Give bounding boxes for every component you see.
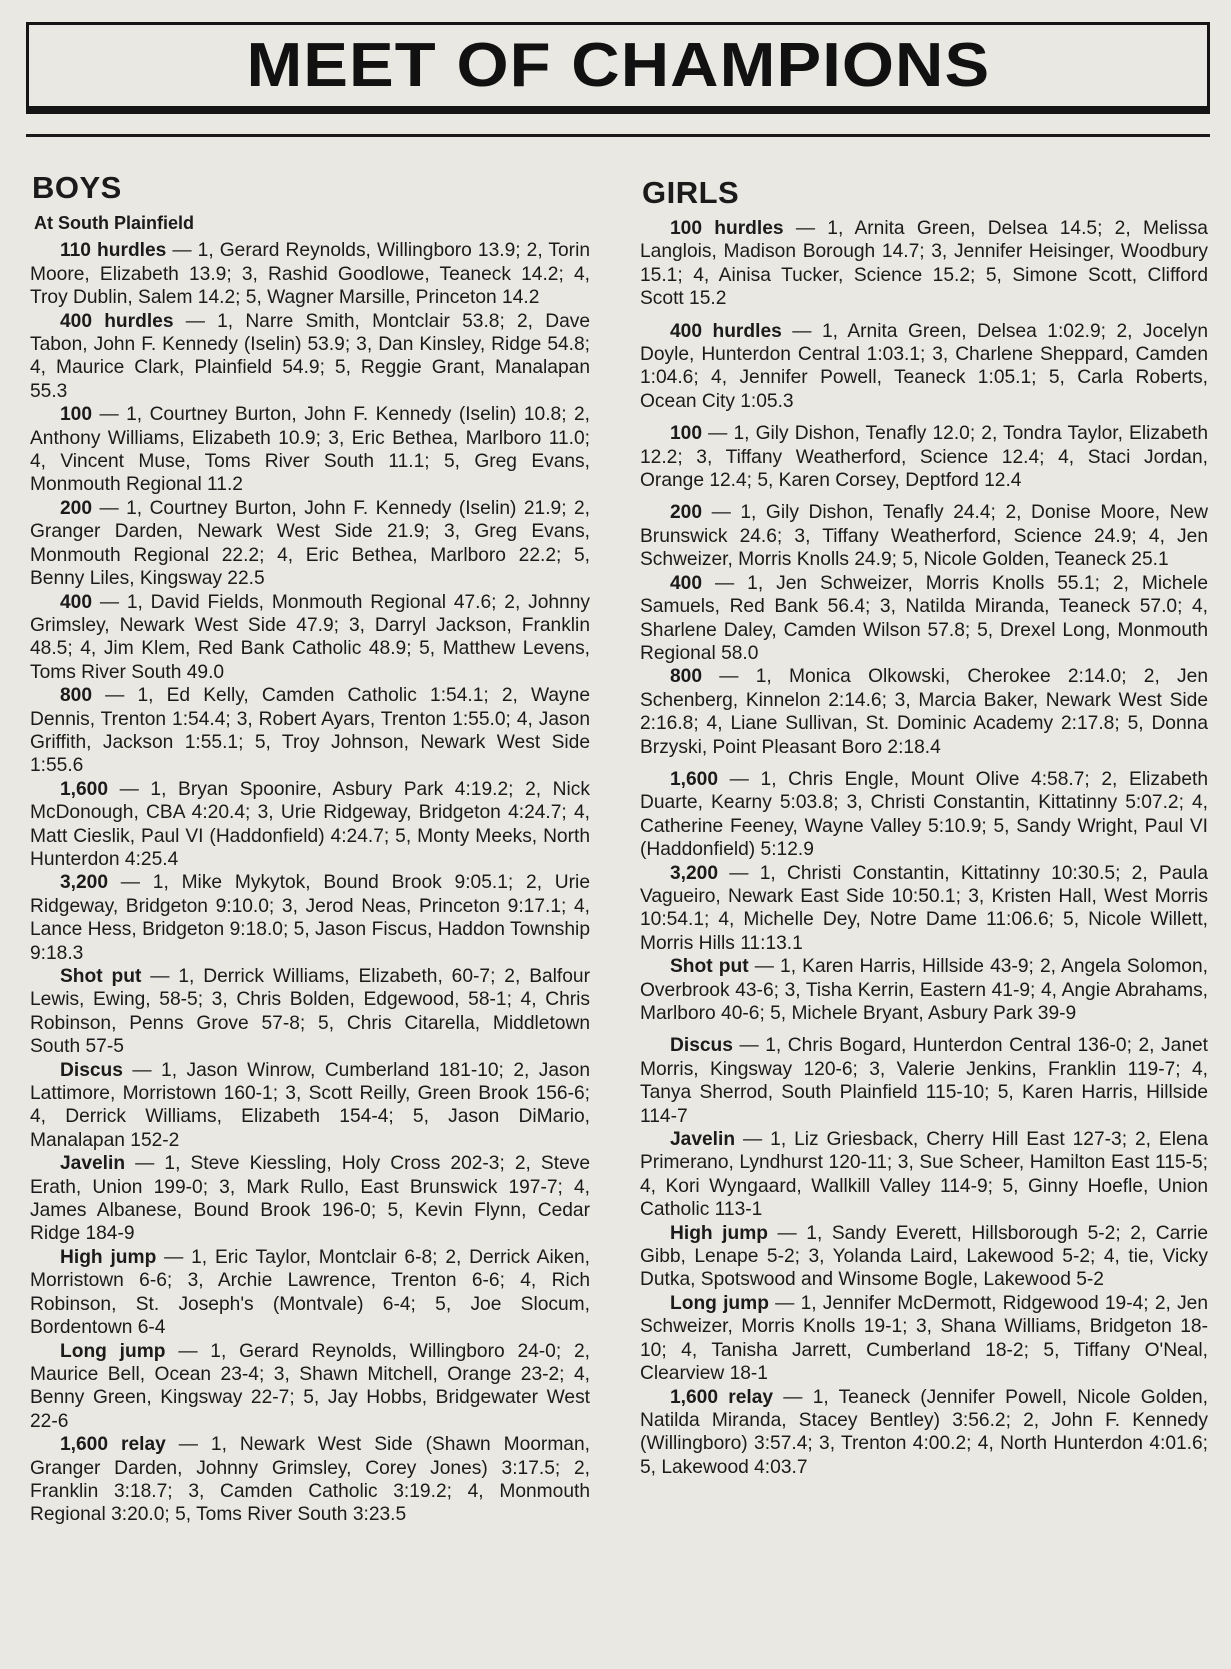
event-results-text: — 1, Chris Bogard, Hunterdon Central 136-0; 2, Janet Morris, Kingsway 120-6; 3, Valerie Jenkins, Franklin 119-7; 4, Tanya Sherrod, South Plainfield 115-10; 5, Karen Harris, Hillside 114-7: [640, 1035, 1208, 1127]
event-results-text: — 1, Chris Engle, Mount Olive 4:58.7; 2, Elizabeth Duarte, Kearny 5:03.8; 3, Christi Constantin, Kittatinny 5:07.2; 4, Catherine Feeney, Wayne Valley 5:10.9; 5, Sandy Wright, Paul VI (Haddonfield) 5:12.9: [640, 768, 1208, 861]
event-name: 3,200: [60, 872, 109, 894]
boys-event-result: [30, 403, 590, 497]
girls-event-result: [640, 768, 1208, 862]
girls-event-result: [640, 1292, 1208, 1386]
boys-event-result: [30, 1059, 590, 1153]
event-name: 100: [670, 423, 703, 445]
event-results-text: — 1, David Fields, Monmouth Regional 47.6; 2, Johnny Grimsley, Newark West Side 47.9; 3, Darryl Jackson, Franklin 48.5; 4, Jim Klem, Red Bank Catholic 48.9; 5, Matthew Levens, Toms River South 49.0: [30, 591, 590, 683]
girls-event-result: [640, 665, 1208, 759]
girls-title: GIRLS: [642, 175, 740, 210]
event-results-text: — 1, Jen Schweizer, Morris Knolls 55.1; 2, Michele Samuels, Red Bank 56.4; 3, Natilda Miranda, Teaneck 57.0; 4, Sharlene Daley, Camden Wilson 57.8; 5, Drexel Long, Monmouth Regional 58.0: [640, 572, 1208, 664]
girls-event-result: [640, 862, 1208, 956]
event-results-text: — 1, Monica Olkowski, Cherokee 2:14.0; 2, Jen Schenberg, Kinnelon 2:14.6; 3, Marcia Baker, Newark West Side 2:16.8; 4, Liane Sullivan, St. Dominic Academy 2:17.8; 5, Donna Brzyski, Point Pleasant Boro 2:18.4: [640, 666, 1208, 758]
girls-event-result: [640, 1386, 1208, 1480]
boys-title: BOYS: [32, 170, 122, 205]
event-results-text: — 1, Courtney Burton, John F. Kennedy (Iselin) 21.9; 2, Granger Darden, Newark West Side 21.9; 3, Greg Evans, Monmouth Regional 22.2; 4, Eric Bethea, Marlboro 22.2; 5, Benny Liles, Kingsway 22.5: [30, 497, 590, 590]
boys-event-result: [30, 965, 590, 1059]
event-results-text: — 1, Sandy Everett, Hillsborough 5-2; 2, Carrie Gibb, Lenape 5-2; 3, Yolanda Laird, Lakewood 5-2; 4, tie, Vicky Dutka, Spotswood and Winsome Bogle, Lakewood 5-2: [640, 1222, 1209, 1291]
boys-event-result: [30, 497, 590, 591]
event-name: 1,600 relay: [670, 1386, 774, 1408]
event-name: 1,600 relay: [60, 1434, 166, 1456]
girls-event-result: [640, 572, 1208, 666]
event-name: Long jump: [670, 1292, 769, 1314]
event-results-text: — 1, Narre Smith, Montclair 53.8; 2, Dave Tabon, John F. Kennedy (Iselin) 53.9; 3, Dan Kinsley, Ridge 54.8; 4, Maurice Clark, Plainfield 54.9; 5, Reggie Grant, Manalapan 55.3: [30, 310, 591, 402]
event-results-text: — 1, Newark West Side (Shawn Moorman, Granger Darden, Johnny Grimsley, Corey Jones) 3:17.5; 2, Franklin 3:18.7; 3, Camden Catholic 3:19.2; 4, Monmouth Regional 3:20.0; 5, Toms River South 3:23.5: [30, 1434, 590, 1526]
event-results-text: — 1, Jennifer McDermott, Ridgewood 19-4; 2, Jen Schweizer, Morris Knolls 19-1; 3, Shana Williams, Bridgeton 18-10; 4, Tanisha Jarrett, Cumberland 18-2; 5, Tiffany O'Neal, Clearview 18-1: [640, 1292, 1209, 1385]
event-results-text: — 1, Karen Harris, Hillside 43-9; 2, Angela Solomon, Overbrook 43-6; 3, Tisha Kerrin, Eastern 41-9; 4, Angie Abrahams, Marlboro 40-6; 5, Michele Bryant, Asbury Park 39-9: [640, 956, 1208, 1024]
girls-event-result: [640, 320, 1208, 414]
girls-column: [640, 175, 1208, 1479]
divider-rule: [26, 134, 1210, 137]
boys-event-result: [30, 684, 590, 778]
boys-event-result: [30, 1433, 590, 1527]
girls-results: [640, 217, 1208, 1479]
event-results-text: — 1, Derrick Williams, Elizabeth, 60-7; 2, Balfour Lewis, Ewing, 58-5; 3, Chris Bolden, Edgewood, 58-1; 4, Chris Robinson, Penns Grove 57-8; 5, Chris Citarella, Middletown South 57-5: [30, 966, 590, 1058]
event-name: 1,600: [60, 778, 109, 800]
event-name: 1,600: [670, 768, 719, 790]
event-name: 100 hurdles: [670, 218, 784, 239]
girls-event-result: [640, 955, 1208, 1025]
event-name: 200: [670, 502, 703, 524]
event-results-text: — 1, Eric Taylor, Montclair 6-8; 2, Derrick Aiken, Morristown 6-6; 3, Archie Lawrence, Trenton 6-6; 4, Rich Robinson, St. Joseph's (Montvale) 6-4; 5, Joe Slocum, Bordentown 6-4: [30, 1246, 590, 1339]
boys-event-result: [30, 1152, 590, 1246]
event-results-text: — 1, Jason Winrow, Cumberland 181-10; 2, Jason Lattimore, Morristown 160-1; 3, Scott Reilly, Green Brook 156-6; 4, Derrick Williams, Elizabeth 154-4; 5, Jason DiMario, Manalapan 152-2: [30, 1059, 590, 1151]
boys-event-result: [30, 591, 590, 685]
event-results-text: — 1, Arnita Green, Delsea 1:02.9; 2, Jocelyn Doyle, Hunterdon Central 1:03.1; 3, Charlene Sheppard, Camden 1:04.6; 4, Jennifer Powell, Teaneck 1:05.1; 5, Carla Roberts, Ocean City 1:05.3: [640, 320, 1208, 412]
event-name: 110 hurdles: [60, 240, 167, 262]
event-results-text: — 1, Gily Dishon, Tenafly 24.4; 2, Donise Moore, New Brunswick 24.6; 3, Tiffany Weatherford, Science 24.9; 4, Jen Schweizer, Morris Knolls 24.9; 5, Nicole Golden, Teaneck 25.1: [640, 502, 1208, 571]
girls-event-result: [640, 422, 1208, 492]
event-results-text: — 1, Liz Griesback, Cherry Hill East 127-3; 2, Elena Primerano, Lyndhurst 120-11; 3, Sue Scheer, Hamilton East 115-5; 4, Kori Wyngaard, Wallkill Valley 114-9; 5, Ginny Hoefle, Union Catholic 113-1: [640, 1129, 1208, 1221]
boys-event-result: [30, 310, 590, 404]
event-results-text: — 1, Gerard Reynolds, Willingboro 13.9; 2, Torin Moore, Elizabeth 13.9; 3, Rashid Goodlowe, Teaneck 14.2; 4, Troy Dublin, Salem 14.2; 5, Wagner Marsille, Princeton 14.2: [30, 240, 591, 309]
girls-event-result: [640, 501, 1208, 571]
event-name: 100: [60, 404, 93, 426]
boys-column: [30, 170, 590, 1527]
event-results-text: — 1, Bryan Spoonire, Asbury Park 4:19.2; 2, Nick McDonough, CBA 4:20.4; 3, Urie Ridgeway, Bridgeton 4:24.7; 4, Matt Cieslik, Paul VI (Haddonfield) 4:24.7; 5, Monty Meeks, North Hunterdon 4:25.4: [30, 778, 590, 870]
boys-event-result: [30, 1340, 590, 1434]
girls-event-result: [640, 1128, 1208, 1222]
event-results-text: — 1, Mike Mykytok, Bound Brook 9:05.1; 2, Urie Ridgeway, Bridgeton 9:10.0; 3, Jerod Neas, Princeton 9:17.1; 4, Lance Hess, Bridgeton 9:18.0; 5, Jason Fiscus, Haddon Township 9:18.3: [30, 872, 590, 964]
event-name: Javelin: [670, 1129, 736, 1151]
event-name: High jump: [60, 1246, 157, 1268]
event-name: 400 hurdles: [670, 320, 782, 342]
event-results-text: — 1, Teaneck (Jennifer Powell, Nicole Golden, Natilda Miranda, Stacey Bentley) 3:56.2; 2, John F. Kennedy (Willingboro) 3:57.4; 3, Trenton 4:00.2; 4, North Hunterdon 4:01.6; 5, Lakewood 4:03.7: [640, 1386, 1208, 1478]
event-name: Long jump: [60, 1340, 166, 1362]
event-name: Shot put: [670, 956, 749, 978]
event-name: 400: [60, 591, 93, 613]
boys-event-result: [30, 1246, 590, 1340]
event-results-text: — 1, Christi Constantin, Kittatinny 10:30.5; 2, Paula Vagueiro, Newark East Side 10:50.1; 3, Kristen Hall, West Morris 10:54.1; 4, Michelle Dey, Notre Dame 11:06.6; 5, Nicole Willett, Morris Hills 11:13.1: [640, 862, 1208, 954]
event-name: Shot put: [60, 966, 142, 987]
event-results-text: — 1, Gerard Reynolds, Willingboro 24-0; 2, Maurice Bell, Ocean 23-4; 3, Shawn Mitchell, Orange 23-2; 4, Benny Green, Kingsway 22-7; 5, Jay Hobbs, Bridgewater West 22-6: [30, 1340, 590, 1432]
boys-event-result: [30, 778, 590, 872]
event-name: Javelin: [60, 1153, 126, 1175]
boys-event-result: [30, 239, 590, 309]
headline-box: [26, 22, 1210, 114]
venue-label: At South Plainfield: [34, 213, 194, 233]
event-results-text: — 1, Ed Kelly, Camden Catholic 1:54.1; 2, Wayne Dennis, Trenton 1:54.4; 3, Robert Ayars, Trenton 1:55.0; 4, Jason Griffith, Jackson 1:55.1; 5, Troy Johnson, Newark West Side 1:55.6: [30, 685, 590, 777]
event-name: 200: [60, 497, 93, 519]
boys-results: [30, 239, 590, 1526]
headline: MEET OF CHAMPIONS: [246, 31, 990, 100]
event-name: Discus: [670, 1035, 733, 1057]
event-results-text: — 1, Arnita Green, Delsea 14.5; 2, Melissa Langlois, Madison Borough 14.7; 3, Jennifer Heisinger, Woodbury 15.1; 4, Ainisa Tucker, Science 15.2; 5, Simone Scott, Clifford Scott 15.2: [640, 218, 1208, 310]
event-name: 400: [670, 572, 703, 594]
event-results-text: — 1, Steve Kiessling, Holy Cross 202-3; 2, Steve Erath, Union 199-0; 3, Mark Rullo, East Brunswick 197-7; 4, James Albanese, Bound Brook 196-0; 5, Kevin Flynn, Cedar Ridge 184-9: [30, 1153, 590, 1245]
event-name: 800: [670, 666, 703, 688]
event-name: 400 hurdles: [60, 310, 174, 332]
girls-event-result: [640, 1034, 1208, 1128]
event-results-text: — 1, Courtney Burton, John F. Kennedy (Iselin) 10.8; 2, Anthony Williams, Elizabeth 10.9; 3, Eric Bethea, Marlboro 11.0; 4, Vincent Muse, Toms River South 11.1; 5, Greg Evans, Monmouth Regional 11.2: [30, 404, 590, 496]
event-name: High jump: [670, 1222, 769, 1244]
event-name: Discus: [60, 1059, 123, 1081]
event-name: 3,200: [670, 862, 719, 884]
girls-event-result: [640, 217, 1208, 311]
event-name: 800: [60, 685, 93, 707]
event-results-text: — 1, Gily Dishon, Tenafly 12.0; 2, Tondra Taylor, Elizabeth 12.2; 3, Tiffany Weatherford, Science 12.4; 4, Staci Jordan, Orange 12.4; 5, Karen Corsey, Deptford 12.4: [640, 423, 1208, 492]
boys-event-result: [30, 871, 590, 965]
girls-event-result: [640, 1222, 1208, 1292]
